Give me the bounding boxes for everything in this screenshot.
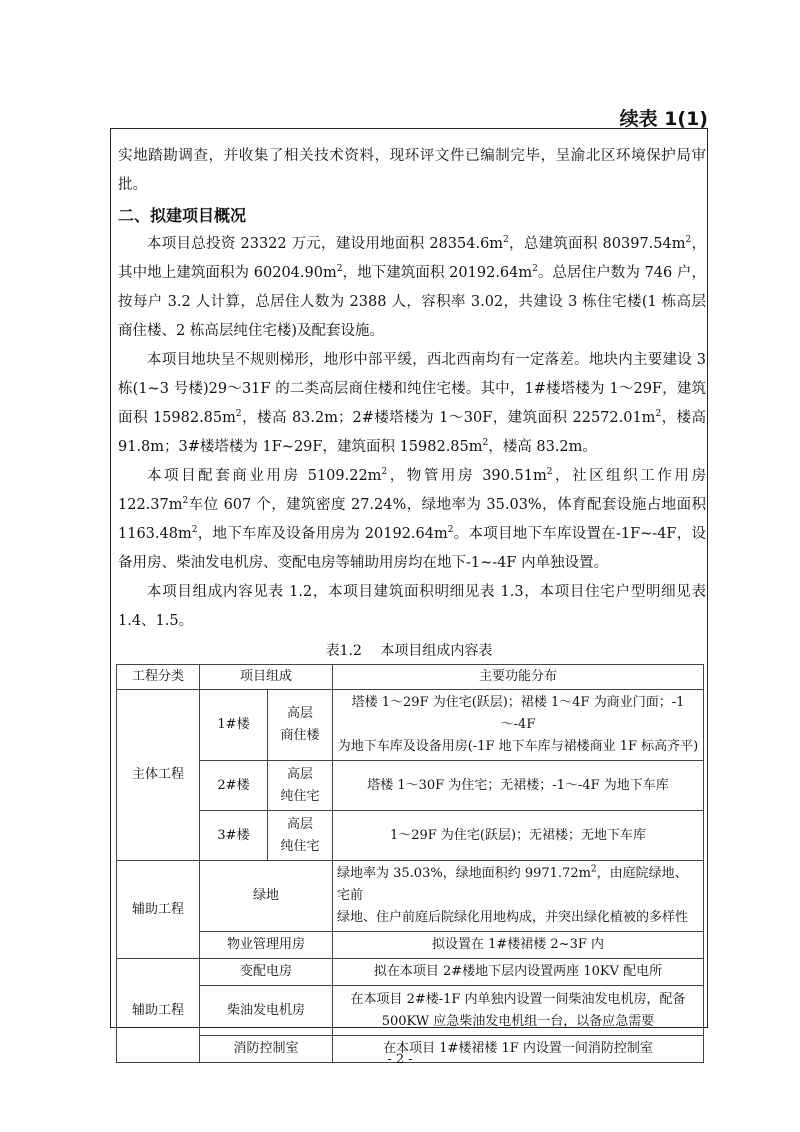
category-aux-1: 辅助工程 [117,861,200,959]
fire-desc: 在本项目 1#楼裙楼 1F 内设置一间消防控制室 [333,1036,704,1063]
fire-name: 消防控制室 [200,1036,333,1063]
paragraph-2: 本项目地块呈不规则梯形，地形中部平缓，西北西南均有一定落差。地块内主要建设 3 栋(1~3 号楼)29～31F 的二类高层商住楼和纯住宅楼。其中，1#楼塔楼为 1～29F，建筑面积 $15982.85m^2$，楼高 83.2m；2#楼塔楼为 1～30F，建筑面积 $22572.01m^2$，楼高 91.8m；3#楼塔楼为 1F~29F，建筑面积 $15982.85m^2$，楼高 83.2m。 [118,352,707,455]
table-row [117,761,704,811]
building-id: 1#楼 [200,690,268,761]
section-heading: 二、拟建项目概况 [118,206,247,225]
table-row [117,986,704,1036]
property-desc: 拟设置在 1#楼裙楼 2~3F 内 [333,932,704,959]
building-desc: 塔楼 1～30F 为住宅；无裙楼；-1～-4F 为地下车库 [333,761,704,811]
property-name: 物业管理用房 [200,932,333,959]
building-type: 高层 商住楼 [268,690,333,761]
table-row [117,811,704,861]
building-desc: 1～29F 为住宅(跃层)；无裙楼；无地下车库 [333,811,704,861]
header-category: 工程分类 [117,665,200,690]
table-header-row [117,665,704,690]
header-function: 主要功能分布 [333,665,704,690]
diesel-desc: 在本项目 2#楼-1F 内单独内设置一间柴油发电机房，配备 500KW 应急柴油发电机组一台，以备应急需要 [333,986,704,1036]
header-component: 项目组成 [200,665,333,690]
substation-desc: 拟在本项目 2#楼地下层内设置两座 10KV 配电所 [333,959,704,986]
body-text [118,142,706,636]
building-type: 高层 纯住宅 [268,761,333,811]
paragraph-4: 本项目组成内容见表 1.2，本项目建筑面积明细见表 1.3，本项目住宅户型明细见表 1.4、1.5。 [118,584,706,629]
category-aux-2: 辅助工程 [117,959,200,1063]
paragraph-3: 本项目配套商业用房 $5109.22m^2$，物管用房 $390.51m^2$，社区组织工作用房 $122.37m^2$车位 607 个，建筑密度 27.24%，绿地率为 35.03%，体育配套设施占地面积 $1163.48m^2$，地下车库及设备用房为 $20192.64m^2$。本项目地下车库设置在-1F~-4F，设备用房、柴油发电机房、变配电房等辅助用房均在地下-1~-4F 内单独设置。 [118,467,706,571]
building-id: 3#楼 [200,811,268,861]
building-desc: 塔楼 1～29F 为住宅(跃层)；裙楼 1～4F 为商业门面；-1～-4F 为地下车库及设备用房(-1F 地下车库与裙楼商业 1F 标高齐平) [333,690,704,761]
green-name: 绿地 [200,861,333,932]
building-id: 2#楼 [200,761,268,811]
table-caption: 表1.2 本项目组成内容表 [325,643,493,659]
substation-name: 变配电房 [200,959,333,986]
paragraph-1: 本项目总投资 23322 万元，建设用地面积 $28354.6m^2$，总建筑面积 $80397.54m^2$，其中地上建筑面积为 $60204.90m^2$，地下建筑面积 $20192.64m^2$。总居住户数为 746 户，按每户 3.2 人计算，总居住人数为 2388 人，容积率 3.02，共建设 3 栋住宅楼(1 栋高层商住楼、2 栋高层纯住宅楼)及配套设施。 [118,235,707,339]
page-number: - 2 - [387,1052,413,1067]
table-row [117,690,704,761]
paragraph-0: 实地踏勘调查，并收集了相关技术资料，现环评文件已编制完毕，呈渝北区环境保护局审批。 [118,148,706,193]
category-main: 主体工程 [117,690,200,861]
table-row [117,959,704,986]
continued-table-title: 续表 1(1) [619,108,708,130]
building-type: 高层 纯住宅 [268,811,333,861]
table-row [117,861,704,932]
green-desc: 绿地率为 35.03%，绿地面积约 $9971.72m^2$，由庭院绿地、宅前 绿地、住户前庭后院绿化用地构成，并突出绿化植被的多样性 [333,861,704,932]
composition-table [116,664,704,1063]
table-row [117,932,704,959]
diesel-name: 柴油发电机房 [200,986,333,1036]
